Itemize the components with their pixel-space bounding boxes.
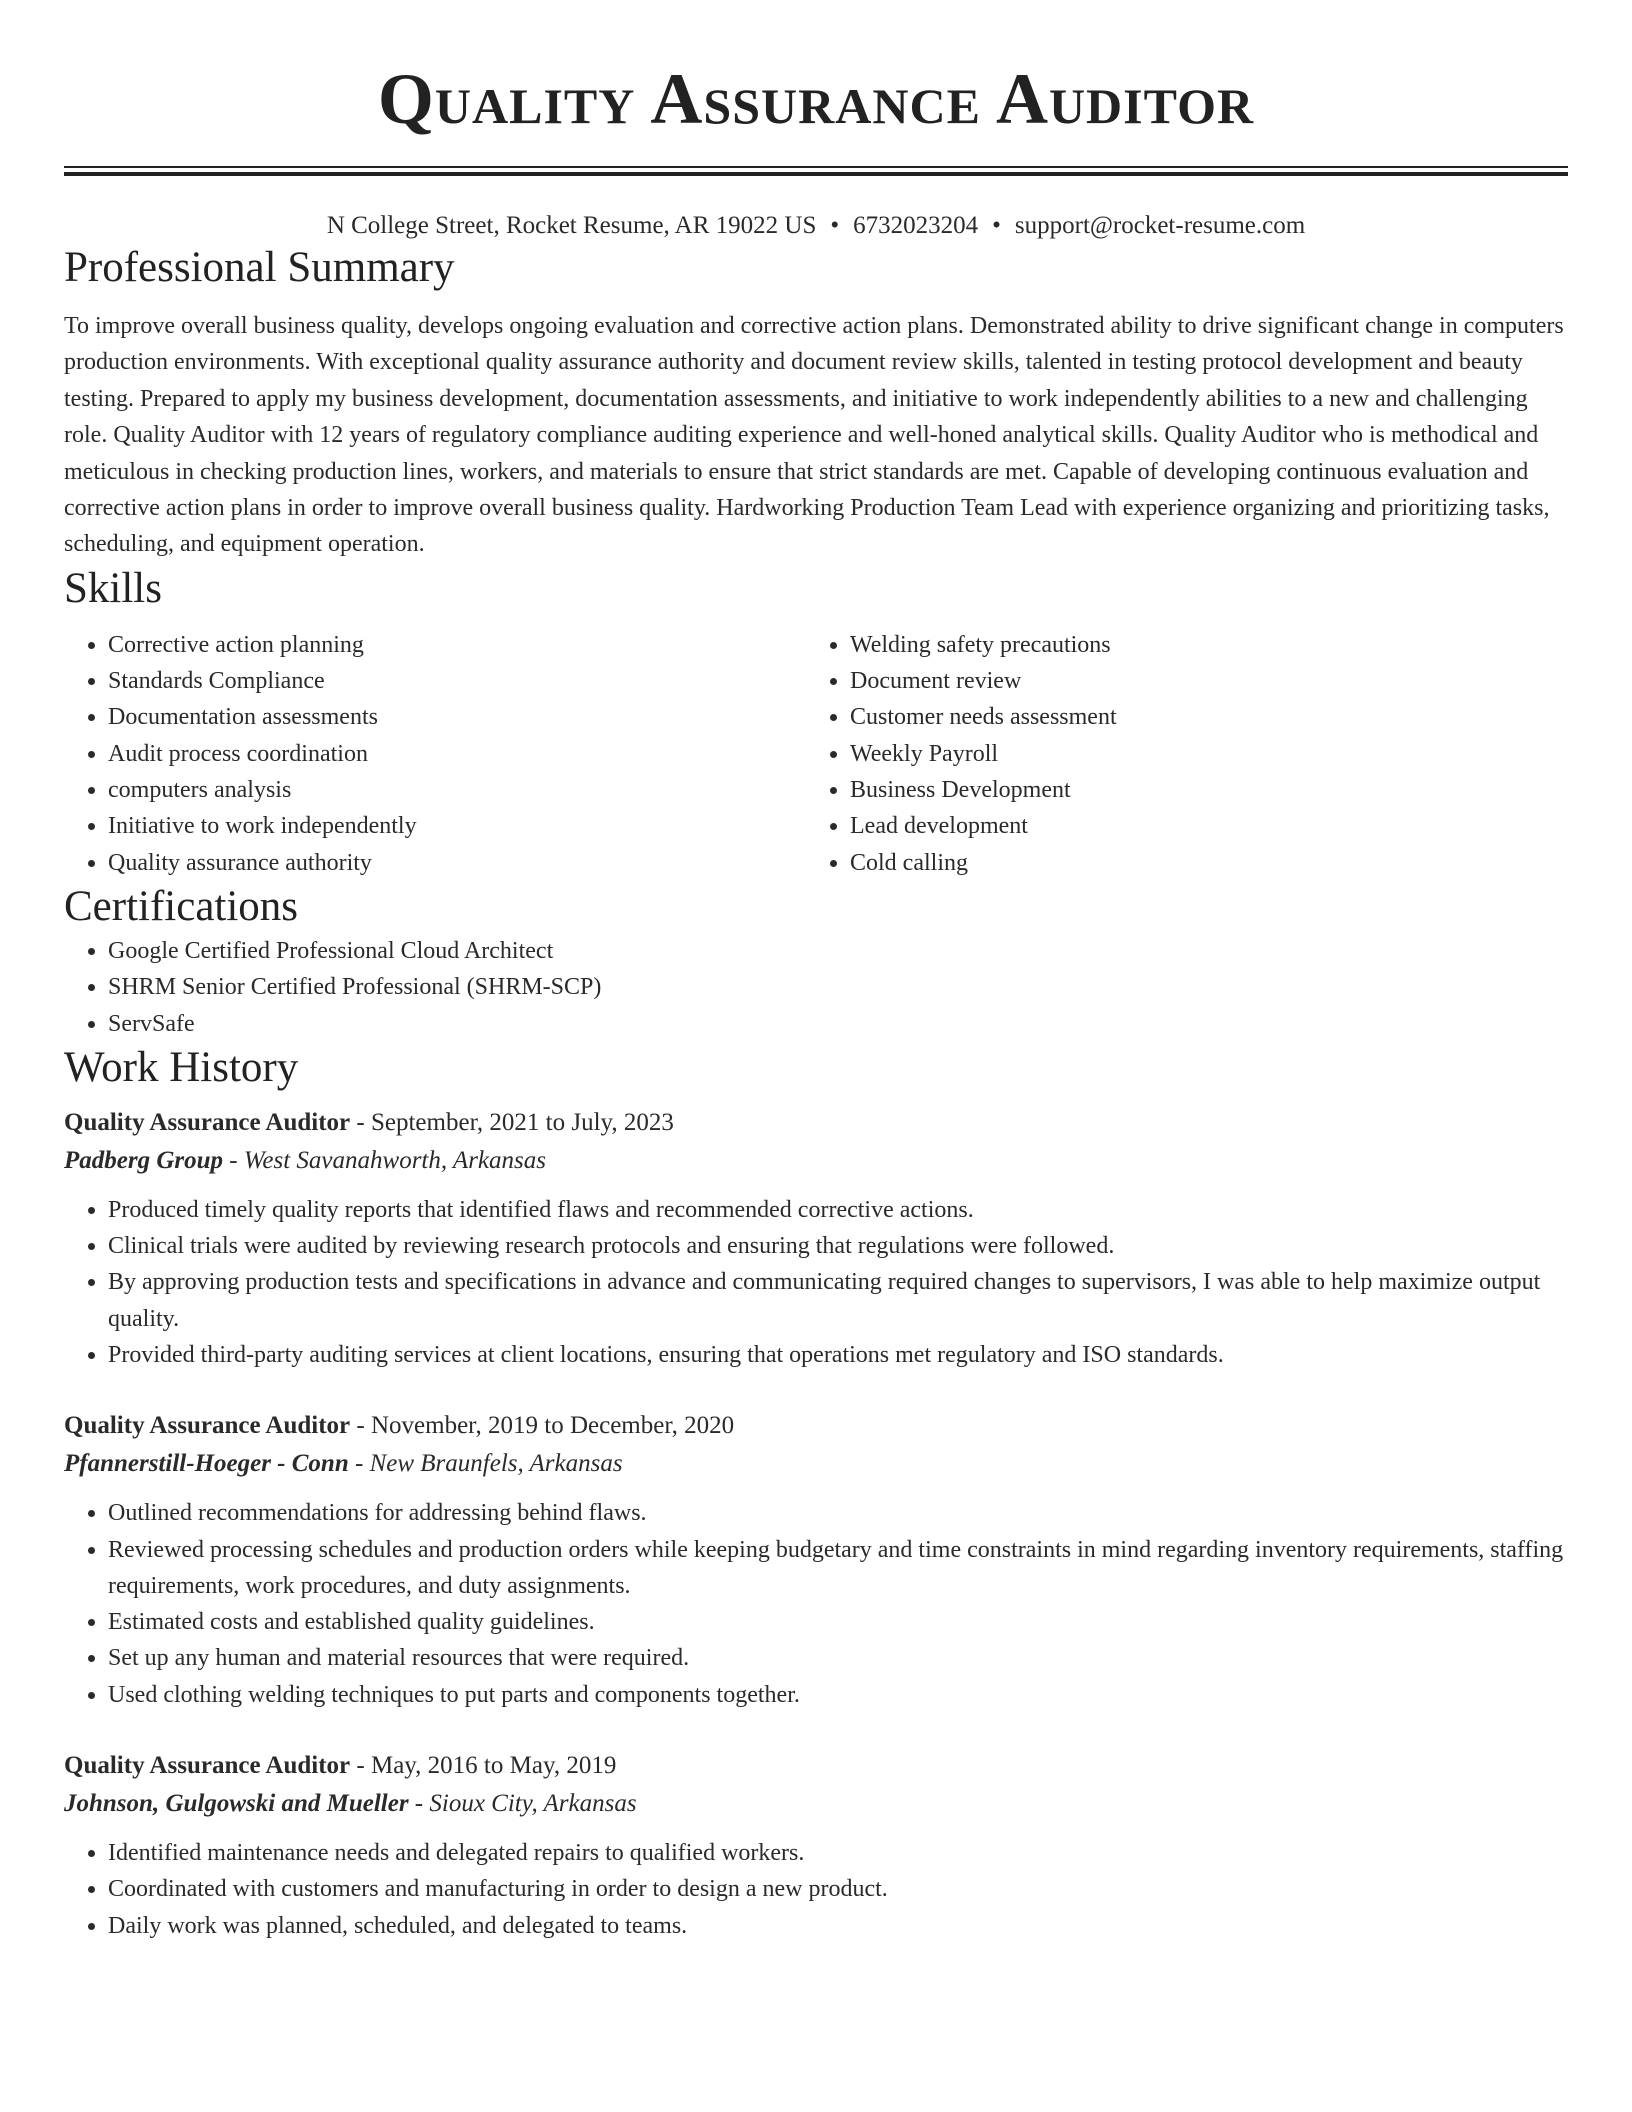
skill-item: • Customer needs assessment bbox=[850, 699, 1548, 735]
skill-item: • Standards Compliance bbox=[108, 663, 806, 699]
job-bullet: • Outlined recommendations for addressing behind flaws. bbox=[108, 1495, 1568, 1531]
job-bullet: • Clinical trials were audited by reviewing research protocols and ensuring that regulations were followed. bbox=[108, 1228, 1568, 1264]
job-bullets bbox=[64, 1192, 1568, 1373]
skill-item: • Cold calling bbox=[850, 845, 1548, 881]
job-title-line bbox=[64, 1104, 1568, 1142]
skills-list-left bbox=[64, 627, 806, 881]
skill-item: • Quality assurance authority bbox=[108, 845, 806, 881]
job-title-line bbox=[64, 1407, 1568, 1445]
contact-separator: • bbox=[992, 212, 1001, 239]
job-title-line bbox=[64, 1747, 1568, 1785]
job-bullet: • Provided third-party auditing services at client locations, ensuring that operations met regulatory and ISO standards. bbox=[108, 1337, 1568, 1373]
contact-address: N College Street, Rocket Resume, AR 19022 US bbox=[326, 212, 817, 239]
work-history-heading: Work History bbox=[64, 1043, 299, 1091]
skills-column-right bbox=[806, 627, 1548, 881]
job-company-line bbox=[64, 1785, 1568, 1823]
skills-list-right bbox=[806, 627, 1548, 881]
skill-item: • computers analysis bbox=[108, 772, 806, 808]
summary-text: To improve overall business quality, develops ongoing evaluation and corrective action plans. Demonstrated ability to drive significant change in computers production environments. With exceptional quality assurance authority and document review skills, talented in testing protocol development and beauty testing. Prepared to apply my business development, documentation assessments, and initiative to work independently abilities to a new and challenging role. Quality Auditor with 12 years of regulatory compliance auditing experience and well-honed analytical skills. Quality Auditor who is methodical and meticulous in checking production lines, workers, and materials to ensure that strict standards are met. Capable of developing continuous evaluation and corrective action plans in order to improve overall business quality. Hardworking Production Team Lead with experience organizing and prioritizing tasks, scheduling, and equipment operation. bbox=[64, 313, 1564, 558]
job-bullet: • Estimated costs and established quality guidelines. bbox=[108, 1604, 1568, 1640]
job-entry bbox=[64, 1104, 1568, 1373]
header-divider bbox=[64, 166, 1568, 176]
certifications-list bbox=[64, 933, 1568, 1042]
skill-item: • Corrective action planning bbox=[108, 627, 806, 663]
job-bullet: • Daily work was planned, scheduled, and delegated to teams. bbox=[108, 1908, 1568, 1944]
job-bullet: • Set up any human and material resources that were required. bbox=[108, 1640, 1568, 1676]
job-entry bbox=[64, 1407, 1568, 1713]
job-location: - West Savanahworth, Arkansas bbox=[223, 1146, 546, 1174]
skill-item: • Documentation assessments bbox=[108, 699, 806, 735]
job-company: Johnson, Gulgowski and Mueller bbox=[64, 1790, 409, 1818]
skill-item: • Lead development bbox=[850, 808, 1548, 844]
job-bullet: • Identified maintenance needs and delegated repairs to qualified workers. bbox=[108, 1835, 1568, 1871]
contact-separator: • bbox=[830, 212, 840, 239]
skills-grid bbox=[64, 627, 1568, 881]
contact-email: support@rocket-resume.com bbox=[1014, 212, 1306, 239]
certification-item: • ServSafe bbox=[108, 1006, 1568, 1042]
skill-item: • Audit process coordination bbox=[108, 736, 806, 772]
skill-item: • Welding safety precautions bbox=[850, 627, 1548, 663]
job-bullets bbox=[64, 1835, 1568, 1944]
job-bullet: • Produced timely quality reports that identified flaws and recommended corrective actions. bbox=[108, 1192, 1568, 1228]
job-title: Quality Assurance Auditor bbox=[64, 1412, 351, 1440]
resume-name-title: Quality Assurance Auditor bbox=[377, 59, 1255, 139]
job-company: Pfannerstill-Hoeger - Conn bbox=[64, 1450, 349, 1478]
certification-item: • SHRM Senior Certified Professional (SHRM-SCP) bbox=[108, 969, 1568, 1005]
job-company: Padberg Group bbox=[64, 1146, 224, 1174]
job-title: Quality Assurance Auditor bbox=[64, 1108, 351, 1136]
job-entry bbox=[64, 1747, 1568, 1944]
skill-item: • Weekly Payroll bbox=[850, 736, 1548, 772]
job-location: - Sioux City, Arkansas bbox=[408, 1790, 637, 1818]
job-bullet: • Reviewed processing schedules and production orders while keeping budgetary and time constraints in mind regarding inventory requirements, staffing requirements, work procedures, and duty assignments. bbox=[108, 1532, 1568, 1605]
skill-item: • Document review bbox=[850, 663, 1548, 699]
skill-item: • Initiative to work independently bbox=[108, 808, 806, 844]
resume-page bbox=[64, 0, 1568, 1944]
job-company-line bbox=[64, 1445, 1568, 1483]
job-dates: - May, 2016 to May, 2019 bbox=[350, 1752, 617, 1780]
job-bullet: • Used clothing welding techniques to put parts and components together. bbox=[108, 1677, 1568, 1713]
skills-heading: Skills bbox=[64, 564, 162, 612]
job-company-line bbox=[64, 1142, 1568, 1180]
skill-item: • Business Development bbox=[850, 772, 1548, 808]
job-location: - New Braunfels, Arkansas bbox=[348, 1450, 623, 1478]
job-bullet: • Coordinated with customers and manufacturing in order to design a new product. bbox=[108, 1871, 1568, 1907]
contact-line bbox=[64, 210, 1568, 242]
job-bullet: • By approving production tests and specifications in advance and communicating required changes to supervisors, I was able to help maximize output quality. bbox=[108, 1264, 1568, 1337]
skills-column-left bbox=[64, 627, 806, 881]
contact-phone: 6732023204 bbox=[853, 212, 979, 239]
summary-heading: Professional Summary bbox=[64, 244, 455, 291]
job-title: Quality Assurance Auditor bbox=[64, 1752, 351, 1780]
job-bullets bbox=[64, 1495, 1568, 1713]
certification-item: • Google Certified Professional Cloud Architect bbox=[108, 933, 1568, 969]
certifications-heading: Certifications bbox=[64, 882, 299, 930]
job-dates: - November, 2019 to December, 2020 bbox=[350, 1412, 735, 1440]
job-dates: - September, 2021 to July, 2023 bbox=[350, 1108, 674, 1136]
